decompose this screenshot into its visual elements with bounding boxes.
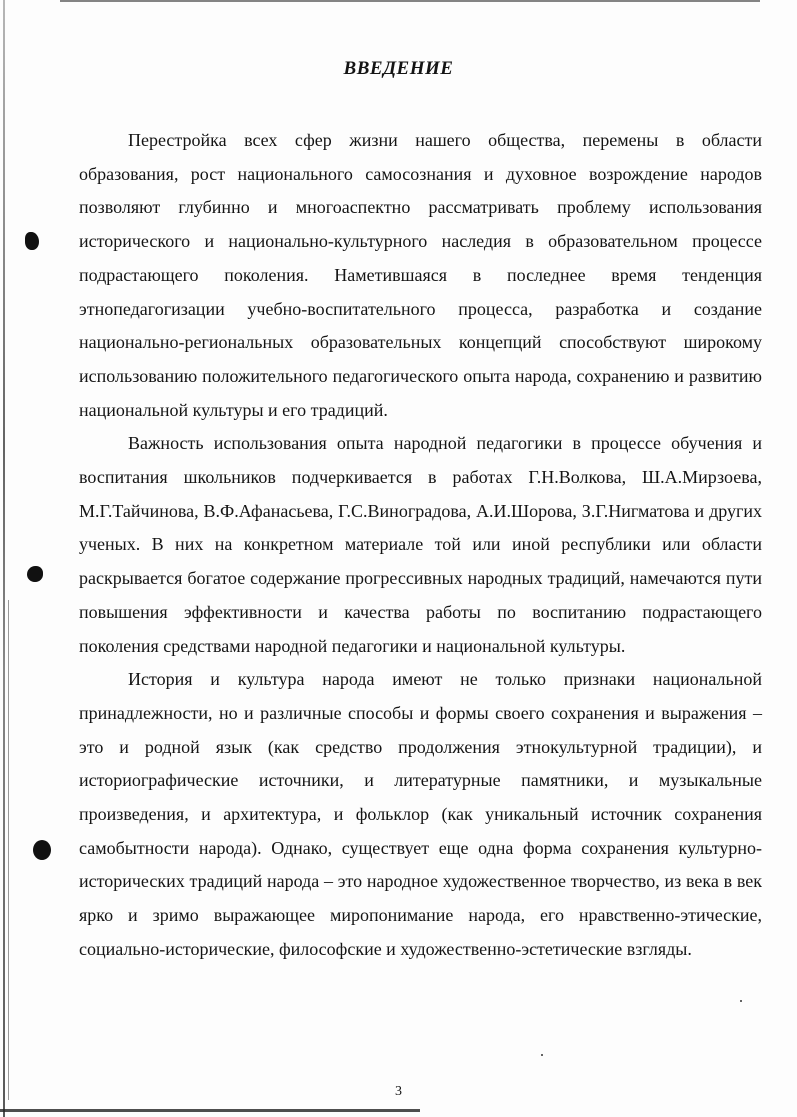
scan-edge-top	[60, 0, 760, 2]
scan-speck	[740, 1000, 742, 1002]
binding-hole-mark	[27, 566, 43, 582]
paragraph: Перестройка всех сфер жизни нашего общества, перемены в области образования, рост национального самосознания и духовное возрождение народов позволяют глубинно и многоаспектно рассматривать проблему использования исторического и национально-культурного наследия в образовательном процессе подрастающего поколения. Наметившаяся в последнее время тенденция этнопедагогизации учебно-воспитательного процесса, разработка и создание национально-региональных образовательных концепций способствуют широкому использованию положительного педагогического опыта народа, сохранению и развитию национальной культуры и его традиций.	[79, 130, 762, 420]
scan-edge-left	[3, 0, 5, 1117]
page-number: 3	[395, 1084, 402, 1099]
scan-speck	[541, 1054, 543, 1056]
page-title: ВВЕДЕНИЕ	[343, 58, 454, 79]
scan-edge-left-inner	[8, 600, 9, 1100]
paragraph: Важность использования опыта народной педагогики в процессе обучения и воспитания школьников подчеркивается в работах Г.Н.Волкова, Ш.А.Мирзоева, М.Г.Тайчинова, В.Ф.Афанасьева, Г.С.Виноградова, А.И.Шорова, З.Г.Нигматова и других ученых. В них на конкретном материале той или иной республики или области раскрывается богатое содержание прогрессивных народных традиций, намечаются пути повышения эффективности и качества работы по воспитанию подрастающего поколения средствами народной педагогики и национальной культуры.	[79, 433, 762, 656]
scan-edge-bottom	[0, 1109, 420, 1112]
body-text	[79, 124, 762, 967]
binding-hole-mark	[33, 840, 51, 860]
binding-hole-mark	[25, 232, 39, 250]
paragraph: История и культура народа имеют не только признаки национальной принадлежности, но и различные способы и формы своего сохранения и выражения – это и родной язык (как средство продолжения этнокультурной традиции), и историографические источники, и литературные памятники, и музыкальные произведения, и архитектура, и фольклор (как уникальный источник сохранения самобытности народа). Однако, существует еще одна форма сохранения культурно-исторических традиций народа – это народное художественное творчество, из века в век ярко и зримо выражающее миропонимание народа, его нравственно-этические, социально-исторические, философские и художественно-эстетические взгляды.	[79, 669, 762, 959]
